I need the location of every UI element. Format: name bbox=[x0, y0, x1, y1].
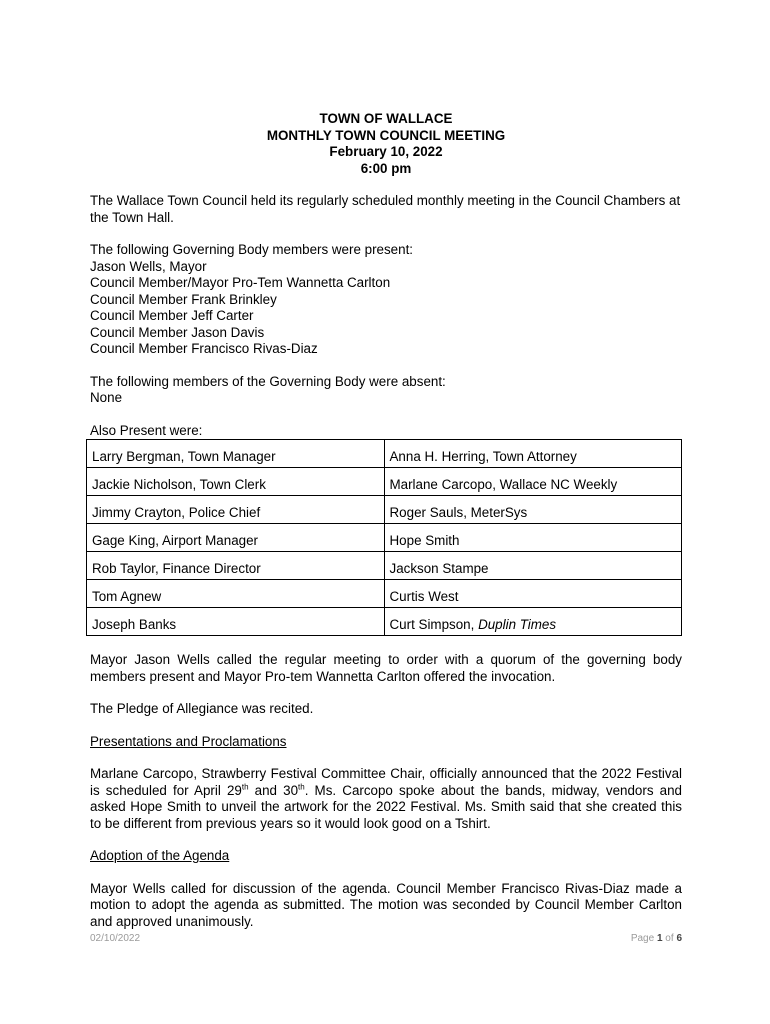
ordinal-suffix: th bbox=[241, 782, 249, 792]
present-member: Council Member Francisco Rivas-Diaz bbox=[90, 341, 318, 356]
ordinal-suffix: th bbox=[298, 782, 305, 792]
section-title-agenda: Adoption of the Agenda bbox=[90, 848, 230, 863]
table-cell bbox=[384, 608, 682, 636]
document-page bbox=[90, 111, 682, 930]
heading-time: 6:00 pm bbox=[360, 160, 412, 176]
agenda-paragraph: Mayor Wells called for discussion of the agenda. Council Member Francisco Rivas-Diaz made a motion to adopt the agenda as submitted. The motion was seconded by Council Member Carlton and approved unanimously. bbox=[90, 880, 682, 929]
table-row bbox=[87, 552, 682, 580]
table-cell: Anna H. Herring, Town Attorney bbox=[384, 440, 682, 468]
present-intro: The following Governing Body members were present: bbox=[90, 242, 414, 257]
table-cell: Hope Smith bbox=[384, 524, 682, 552]
table-cell: Rob Taylor, Finance Director bbox=[87, 552, 385, 580]
table-row bbox=[87, 608, 682, 636]
section-title-presentations: Presentations and Proclamations bbox=[90, 733, 287, 749]
heading-date: February 10, 2022 bbox=[329, 144, 443, 159]
table-cell: Jimmy Crayton, Police Chief bbox=[87, 496, 385, 524]
table-cell: Marlane Carcopo, Wallace NC Weekly bbox=[384, 468, 682, 496]
heading-meeting: MONTHLY TOWN COUNCIL MEETING bbox=[266, 127, 506, 143]
table-cell: Tom Agnew bbox=[87, 580, 385, 608]
absent-intro: The following members of the Governing Body were absent: bbox=[90, 373, 446, 389]
page-current: 1 bbox=[656, 933, 663, 944]
table-cell: Curtis West bbox=[384, 580, 682, 608]
call-to-order-paragraph: Mayor Jason Wells called the regular meeting to order with a quorum of the governing body members present and Mayor Pro-tem Wannetta Carlton offered the invocation. bbox=[90, 652, 682, 684]
table-cell: Jackson Stampe bbox=[384, 552, 682, 580]
intro-paragraph: The Wallace Town Council held its regularly scheduled monthly meeting in the Council Chambers at the Town Hall. bbox=[90, 193, 681, 225]
table-cell: Joseph Banks bbox=[87, 608, 385, 636]
presentations-text-and: and 30 bbox=[248, 782, 299, 798]
footer-date: 02/10/2022 bbox=[90, 933, 141, 944]
absent-value: None bbox=[90, 390, 123, 405]
footer-page-number bbox=[631, 931, 682, 948]
presentations-text-1: Marlane Carcopo, Strawberry Festival Committee Chair, officially announced that the 2022 Festival is scheduled for April 29 bbox=[90, 766, 682, 798]
attendee-name: Curt Simpson, bbox=[389, 616, 479, 632]
newspaper-name: Duplin Times bbox=[478, 616, 557, 632]
heading-town: TOWN OF WALLACE bbox=[319, 111, 453, 126]
presentations-text-2: . Ms. Carcopo spoke about the bands, midway, vendors and asked Hope Smith to unveil the artwork for the 2022 Festival. Ms. Smith said that she created this to be different from previous years so it would look good on a Tshirt. bbox=[90, 782, 682, 831]
also-present-label: Also Present were: bbox=[90, 422, 203, 438]
pledge-paragraph: The Pledge of Allegiance was recited. bbox=[90, 701, 314, 716]
page-label: Page bbox=[630, 933, 657, 944]
table-row bbox=[87, 580, 682, 608]
present-member: Jason Wells, Mayor bbox=[90, 258, 207, 274]
absent-block bbox=[90, 374, 682, 407]
table-cell: Roger Sauls, MeterSys bbox=[384, 496, 682, 524]
also-present-table bbox=[86, 439, 682, 636]
present-member: Council Member Jason Davis bbox=[90, 324, 265, 340]
table-cell: Jackie Nicholson, Town Clerk bbox=[87, 468, 385, 496]
page-of-label: of bbox=[662, 933, 677, 944]
table-cell: Gage King, Airport Manager bbox=[87, 524, 385, 552]
presentations-paragraph bbox=[90, 766, 682, 832]
present-member: Council Member/Mayor Pro-Tem Wannetta Carlton bbox=[90, 275, 391, 290]
table-cell: Larry Bergman, Town Manager bbox=[87, 440, 385, 468]
present-member: Council Member Frank Brinkley bbox=[90, 291, 277, 307]
present-members-block bbox=[90, 242, 682, 358]
table-row bbox=[87, 440, 682, 468]
page-total: 6 bbox=[676, 933, 682, 944]
table-row bbox=[87, 524, 682, 552]
present-member: Council Member Jeff Carter bbox=[90, 308, 254, 323]
document-heading bbox=[90, 111, 682, 177]
table-row bbox=[87, 496, 682, 524]
table-row bbox=[87, 468, 682, 496]
